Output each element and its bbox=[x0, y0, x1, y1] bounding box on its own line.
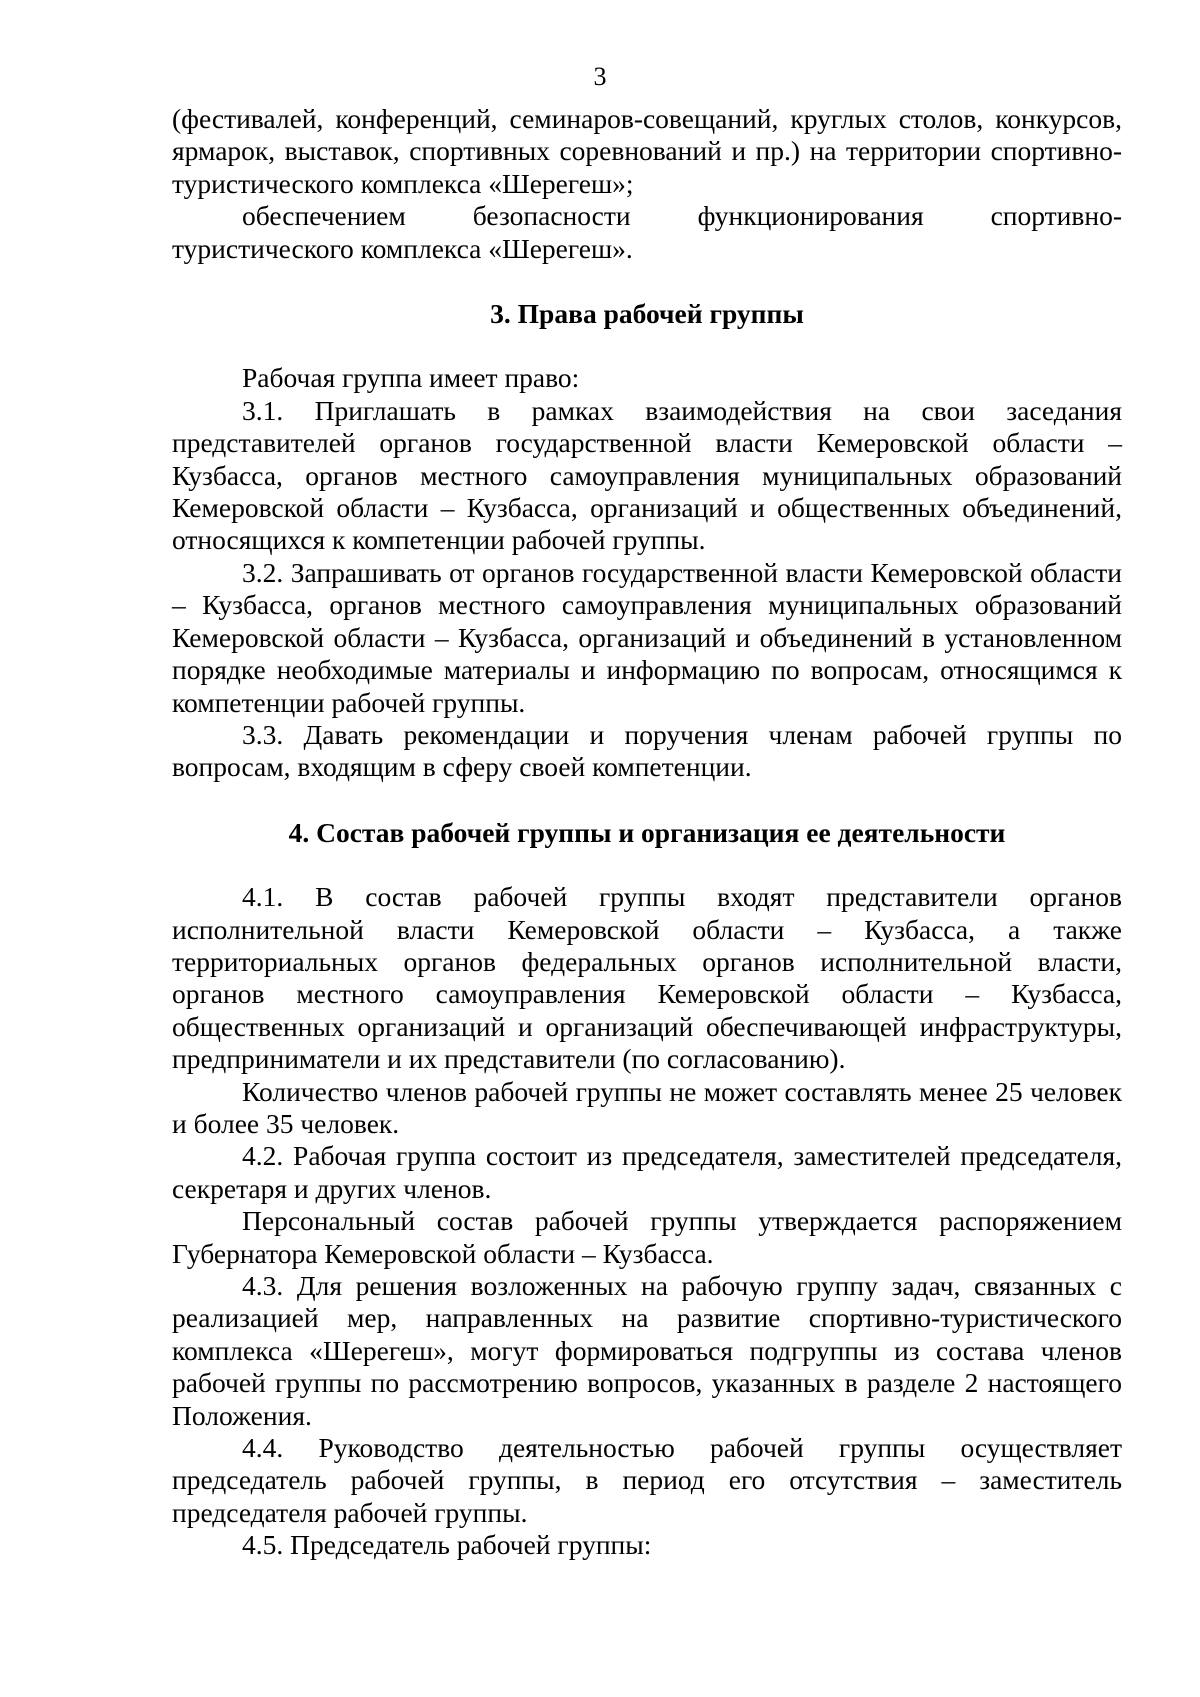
page-number: 3 bbox=[593, 62, 607, 91]
paragraph-4-2: 4.2. Рабочая группа состоит из председателя, заместителей председателя, секретаря и других членов. bbox=[172, 1140, 1122, 1204]
paragraph-4-3: 4.3. Для решения возложенных на рабочую группу задач, связанных с реализацией мер, направленных на развитие спортивно-туристического комплекса «Шерегеш», могут формироваться подгруппы из состава членов рабочей группы по рассмотрению вопросов, указанных в разделе 2 настоящего Положения. bbox=[172, 1270, 1122, 1431]
paragraph-intro-2: обеспечением безопасности функционирования спортивно-туристического комплекса «Шерегеш». bbox=[172, 200, 1122, 264]
paragraph-4-1: 4.1. В состав рабочей группы входят представители органов исполнительной власти Кемеровской области – Кузбасса, а также территориальных органов федеральных органов исполнительной власти, органов местного самоуправления Кемеровской области – Кузбасса, общественных организаций и организаций обеспечивающей инфраструктуры, предприниматели и их представители (по согласованию). bbox=[172, 881, 1122, 1075]
paragraph-4-1-count: Количество членов рабочей группы не может составлять менее 25 человек и более 35 человек. bbox=[172, 1075, 1122, 1139]
section-3-heading: 3. Права рабочей группы bbox=[490, 298, 804, 330]
paragraph-3-1: 3.1. Приглашать в рамках взаимодействия на свои заседания представителей органов государственной власти Кемеровской области – Кузбасса, органов местного самоуправления муниципальных образований Кемеровской области – Кузбасса, организаций и общественных объединений, относящихся к компетенции рабочей группы. bbox=[172, 394, 1122, 556]
section-4-heading: 4. Состав рабочей группы и организация ее деятельности bbox=[288, 816, 1006, 848]
paragraph-4-2-composition: Персональный состав рабочей группы утверждается распоряжением Губернатора Кемеровской области – Кузбасса. bbox=[172, 1205, 1122, 1269]
paragraph-3-3: 3.3. Давать рекомендации и поручения членам рабочей группы по вопросам, входящим в сферу своей компетенции. bbox=[172, 718, 1122, 783]
paragraph-4-5: 4.5. Председатель рабочей группы: bbox=[242, 1529, 652, 1561]
document-body bbox=[172, 103, 1122, 1562]
paragraph-3-2: 3.2. Запрашивать от органов государственной власти Кемеровской области – Кузбасса, органов местного самоуправления муниципальных образований Кемеровской области – Кузбасса, организаций и объединений в установленном порядке необходимые материалы и информацию по вопросам, относящимся к компетенции рабочей группы. bbox=[172, 556, 1122, 718]
paragraph-4-4: 4.4. Руководство деятельностью рабочей группы осуществляет председатель рабочей группы, в период его отсутствия – заместитель председателя рабочей группы. bbox=[172, 1432, 1122, 1528]
paragraph-intro-1: (фестивалей, конференций, семинаров-совещаний, круглых столов, конкурсов, ярмарок, выставок, спортивных соревнований и пр.) на территории спортивно-туристического комплекса «Шерегеш»; bbox=[172, 103, 1122, 199]
paragraph-3-0: Рабочая группа имеет право: bbox=[242, 362, 580, 394]
